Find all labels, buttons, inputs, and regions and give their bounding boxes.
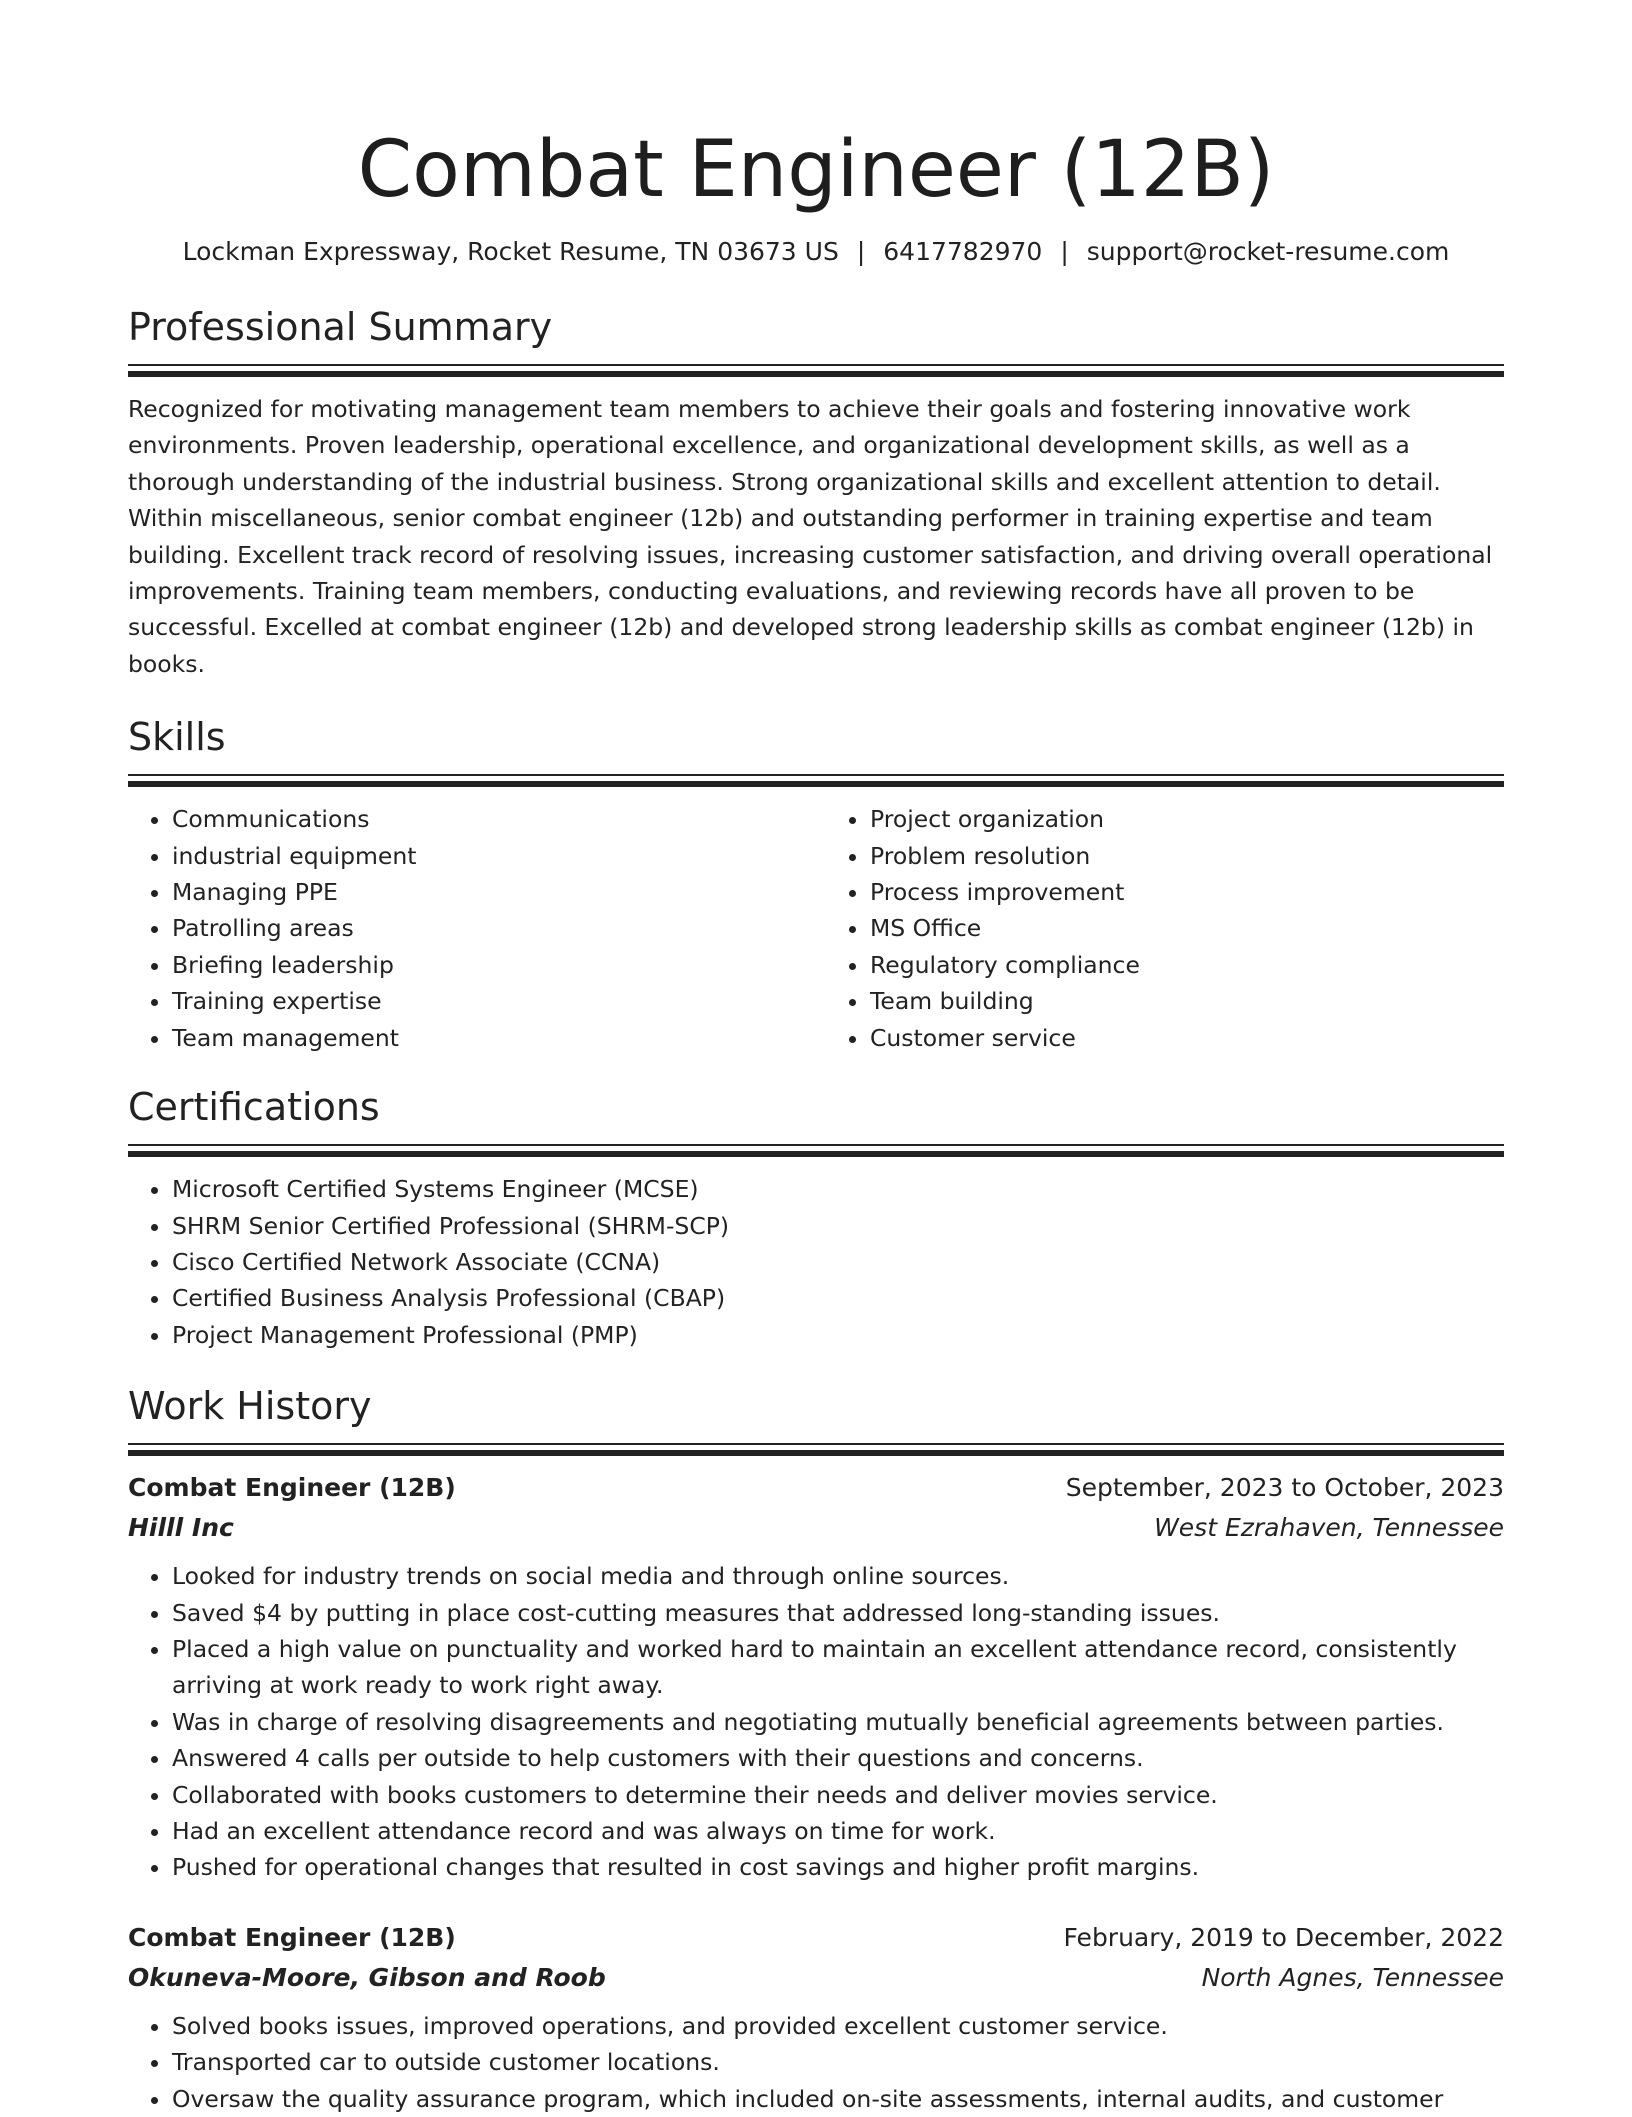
job-title: Combat Engineer (12B) — [128, 1922, 456, 1952]
contact-email: support@rocket-resume.com — [1086, 237, 1450, 266]
job-subheader-row — [128, 1508, 1504, 1548]
skill-item: • Communications — [172, 801, 806, 837]
job-bullet: • Collaborated with books customers to determine their needs and deliver movies service. — [172, 1777, 1504, 1813]
certifications-section — [128, 1082, 1504, 1353]
certifications-list — [128, 1171, 1504, 1353]
job-header-row — [128, 1468, 1504, 1508]
job-entry — [128, 1468, 1504, 1886]
skills-grid — [128, 787, 1504, 1056]
contact-separator: | — [1060, 237, 1069, 266]
skill-item: • Process improvement — [870, 874, 1504, 910]
section-divider — [128, 774, 1504, 787]
job-bullet: • Oversaw the quality assurance program, which included on-site assessments, internal audits, and customer — [172, 2081, 1504, 2117]
job-location: North Agnes, Tennessee — [1201, 1962, 1504, 1992]
contact-phone: 6417782970 — [883, 237, 1043, 266]
section-title-certifications: Certifications — [128, 1085, 380, 1130]
skill-item: • Problem resolution — [870, 838, 1504, 874]
summary-text: Recognized for motivating management team members to achieve their goals and fostering innovative work environments. Proven leadership, operational excellence, and organizational development skills, as well as a thorough understanding of the industrial business. Strong organizational skills and excellent attention to detail. Within miscellaneous, senior combat engineer (12b) and outstanding performer in training expertise and team building. Excellent track record of resolving issues, increasing customer satisfaction, and driving overall operational improvements. Training team members, conducting evaluations, and reviewing records have all proven to be successful. Excelled at combat engineer (12b) and developed strong leadership skills as combat engineer (12b) in books. — [128, 395, 1493, 678]
job-header-row — [128, 1918, 1504, 1958]
job-bullet: • Had an excellent attendance record and was always on time for work. — [172, 1813, 1504, 1849]
job-dates: September, 2023 to October, 2023 — [1065, 1473, 1504, 1503]
skills-list-right — [826, 801, 1504, 1056]
certification-item: • Microsoft Certified Systems Engineer (MCSE) — [172, 1171, 1504, 1207]
job-bullet: • Answered 4 calls per outside to help customers with their questions and concerns. — [172, 1740, 1504, 1776]
section-title-work-history: Work History — [128, 1384, 372, 1429]
skill-item: • Regulatory compliance — [870, 947, 1504, 983]
job-company: Hilll Inc — [128, 1513, 234, 1543]
candidate-name: Combat Engineer (12B) — [357, 125, 1275, 215]
resume-page — [128, 0, 1504, 2117]
job-bullets — [128, 2008, 1504, 2117]
certification-item: • Cisco Certified Network Associate (CCNA) — [172, 1244, 1504, 1280]
skills-section — [128, 712, 1504, 1056]
skill-item: • industrial equipment — [172, 838, 806, 874]
job-title: Combat Engineer (12B) — [128, 1473, 456, 1503]
job-bullet: • Saved $4 by putting in place cost-cutting measures that addressed long-standing issues. — [172, 1595, 1504, 1631]
section-divider — [128, 364, 1504, 377]
skill-item: • Project organization — [870, 801, 1504, 837]
skill-item: • Training expertise — [172, 983, 806, 1019]
contact-address: Lockman Expressway, Rocket Resume, TN 03673 US — [182, 237, 839, 266]
section-divider — [128, 1443, 1504, 1456]
skill-item: • Team management — [172, 1020, 806, 1056]
job-bullet: • Looked for industry trends on social media and through online sources. — [172, 1558, 1504, 1594]
job-bullet: • Pushed for operational changes that resulted in cost savings and higher profit margins. — [172, 1849, 1504, 1885]
certification-item: • SHRM Senior Certified Professional (SHRM-SCP) — [172, 1208, 1504, 1244]
section-title-summary: Professional Summary — [128, 305, 553, 349]
skills-list-left — [128, 801, 806, 1056]
job-entry — [128, 1918, 1504, 2117]
skill-item: • MS Office — [870, 910, 1504, 946]
job-bullet: • Solved books issues, improved operations, and provided excellent customer service. — [172, 2008, 1504, 2044]
job-dates: February, 2019 to December, 2022 — [1063, 1922, 1504, 1952]
skill-item: • Team building — [870, 983, 1504, 1019]
job-subheader-row — [128, 1958, 1504, 1998]
skill-item: • Managing PPE — [172, 874, 806, 910]
skill-item: • Patrolling areas — [172, 910, 806, 946]
job-location: West Ezrahaven, Tennessee — [1154, 1513, 1504, 1543]
job-bullet: • Was in charge of resolving disagreements and negotiating mutually beneficial agreements between parties. — [172, 1704, 1504, 1740]
skill-item: • Customer service — [870, 1020, 1504, 1056]
job-bullet: • Transported car to outside customer locations. — [172, 2044, 1504, 2080]
job-bullet: • Placed a high value on punctuality and worked hard to maintain an excellent attendance record, consistently arriving at work ready to work right away. — [172, 1631, 1504, 1704]
contact-separator: | — [856, 237, 866, 266]
skill-item: • Briefing leadership — [172, 947, 806, 983]
section-divider — [128, 1144, 1504, 1157]
certification-item: • Certified Business Analysis Professional (CBAP) — [172, 1280, 1504, 1316]
job-company: Okuneva-Moore, Gibson and Roob — [128, 1962, 606, 1992]
certification-item: • Project Management Professional (PMP) — [172, 1317, 1504, 1353]
job-bullets — [128, 1558, 1504, 1886]
contact-line — [128, 236, 1504, 268]
section-title-skills: Skills — [128, 715, 226, 760]
work-history-section — [128, 1381, 1504, 2117]
summary-section — [128, 302, 1504, 682]
